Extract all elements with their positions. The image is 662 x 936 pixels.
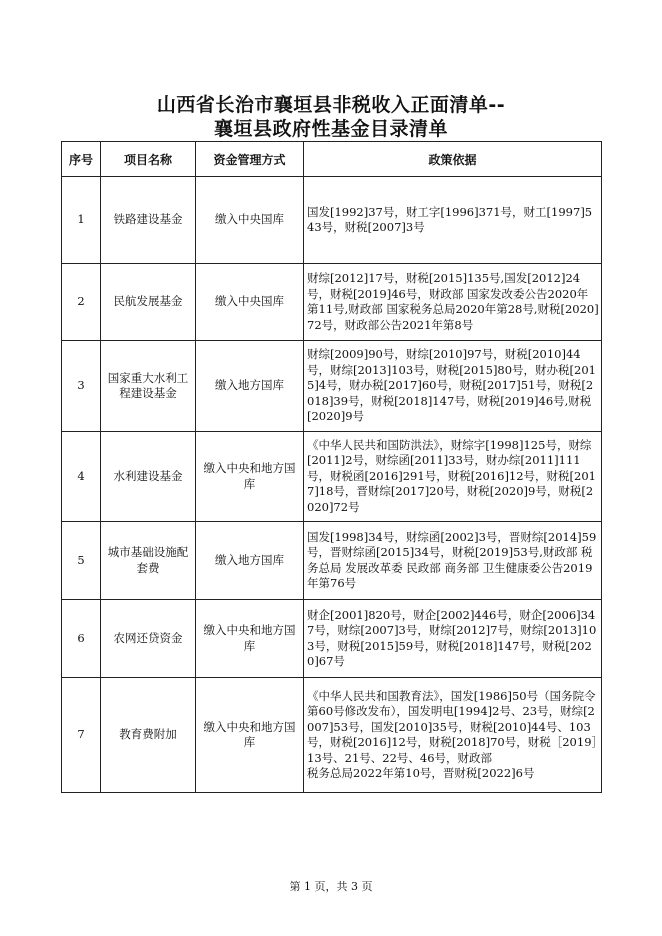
row-serial: 6 (62, 600, 101, 678)
table-row (62, 432, 602, 522)
row-item-name: 教育费附加 (101, 678, 196, 793)
row-serial: 7 (62, 678, 101, 793)
document-title-line1: 山西省长治市襄垣县非税收入正面清单-- (156, 94, 506, 116)
table-row (62, 264, 602, 341)
row-policy-basis: 国发[1992]37号，财工字[1996]371号，财工[1997]543号，财税[2007]3号 (304, 177, 602, 264)
table-row (62, 341, 602, 432)
row-item-name: 水利建设基金 (101, 432, 196, 522)
header-serial: 序号 (62, 142, 101, 177)
row-policy-basis: 国发[1998]34号，财综函[2002]3号，晋财综[2014]59号，晋财综函[2015]34号，财税[2019]53号,财政部 税务总局 发展改革委 民政部 商务部 卫生健康委公告2019年第76号 (304, 522, 602, 600)
row-policy-basis: 《中华人民共和国教育法》，国发[1986]50号（国务院令第60号修改发布），国发明电[1994]2号、23号，财综[2007]53号，国发[2010]35号，财税[2010]44号、103号，财税[2016]12号，财税[2018]70号，财税［2019］13号、21号、22号、46号，财政部 税务总局2022年第10号，晋财税[2022]6号 (304, 678, 602, 793)
header-item-name: 项目名称 (101, 142, 196, 177)
page-footer: 第 1 页，共 3 页 (289, 880, 373, 893)
row-item-name: 农网还贷资金 (101, 600, 196, 678)
row-fund-management: 缴入中央国库 (196, 177, 304, 264)
table-row (62, 177, 602, 264)
document-title-line2: 襄垣县政府性基金目录清单 (213, 118, 448, 140)
row-policy-basis: 《中华人民共和国防洪法》，财综字[1998]125号，财综[2011]2号，财综函[2011]33号，财办综[2011]111号，财税函[2016]291号，财税[2016]12号，财税[2017]18号，晋财综[2017]20号，财税[2020]9号，财税[2020]72号 (304, 432, 602, 522)
row-fund-management: 缴入中央和地方国库 (196, 600, 304, 678)
row-serial: 3 (62, 341, 101, 432)
row-fund-management: 缴入地方国库 (196, 522, 304, 600)
row-policy-basis: 财企[2001]820号，财企[2002]446号，财企[2006]347号，财综[2007]3号，财综[2012]7号，财综[2013]103号，财税[2015]59号，财税[2018]147号，财税[2020]67号 (304, 600, 602, 678)
row-item-name: 城市基础设施配套费 (101, 522, 196, 600)
table-row (62, 522, 602, 600)
row-fund-management: 缴入中央和地方国库 (196, 432, 304, 522)
table-row (62, 600, 602, 678)
row-serial: 2 (62, 264, 101, 341)
fund-catalog-table (61, 141, 602, 793)
row-item-name: 国家重大水利工程建设基金 (101, 341, 196, 432)
row-item-name: 铁路建设基金 (101, 177, 196, 264)
row-fund-management: 缴入地方国库 (196, 341, 304, 432)
header-fund-management: 资金管理方式 (196, 142, 304, 177)
row-serial: 5 (62, 522, 101, 600)
row-serial: 1 (62, 177, 101, 264)
row-policy-basis: 财综[2009]90号，财综[2010]97号，财税[2010]44号，财综[2013]103号，财税[2015]80号，财办税[2015]4号，财办税[2017]60号，财税[2017]51号，财税[2018]39号，财税[2018]147号，财税[2019]46号,财税[2020]9号 (304, 341, 602, 432)
row-policy-basis: 财综[2012]17号，财税[2015]135号,国发[2012]24号，财税[2019]46号，财政部 国家发改委公告2020年第11号,财政部 国家税务总局2020年第28号,财税[2020]72号，财政部公告2021年第8号 (304, 264, 602, 341)
header-policy-basis: 政策依据 (304, 142, 602, 177)
row-item-name: 民航发展基金 (101, 264, 196, 341)
row-serial: 4 (62, 432, 101, 522)
row-fund-management: 缴入中央和地方国库 (196, 678, 304, 793)
table-row (62, 678, 602, 793)
row-fund-management: 缴入中央国库 (196, 264, 304, 341)
table-header-row (62, 142, 602, 177)
